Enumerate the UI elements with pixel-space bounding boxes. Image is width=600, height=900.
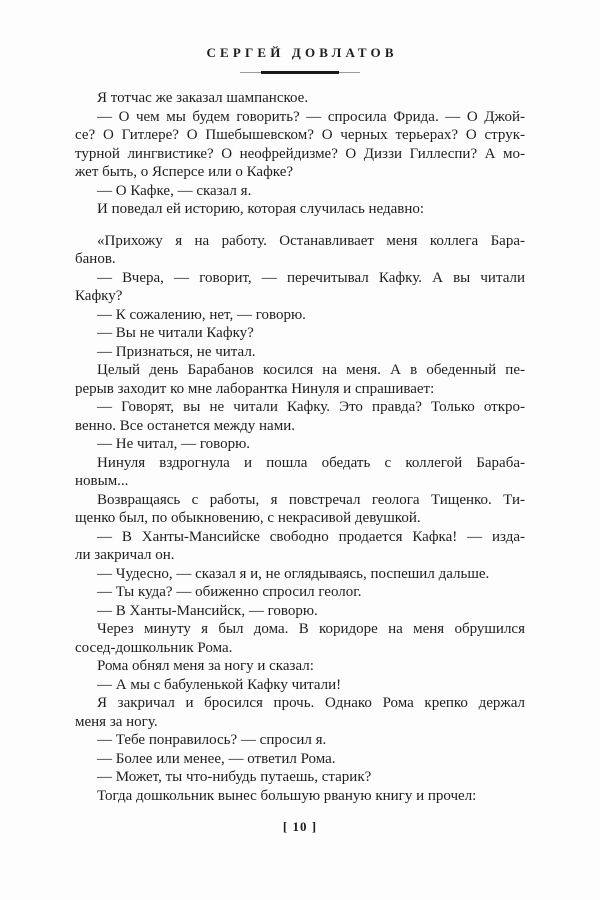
paragraph [75,324,525,343]
text-line: — Ты куда? — обиженно спросил геолог. [97,584,362,600]
text-line: — В Ханты-Мансийске свободно продается Кафка! — изда- [97,528,525,545]
text-line: «Прихожу я на работу. Останавливает меня коллега Бара- [97,232,525,249]
paragraph [75,269,525,306]
text-line: И поведал ей историю, которая случилась недавно: [97,201,425,217]
paragraph [75,787,525,806]
paragraph [75,528,525,565]
text-line: — Вы не читали Кафку? [97,325,254,341]
paragraph [75,694,525,731]
text-line: Я закричал и бросился прочь. Однако Рома крепко держал [97,695,525,711]
divider-thick-line [261,71,339,74]
text-line: Возвращаясь с работы, я повстречал геолога Тищенко. Ти- [97,491,525,508]
paragraph [75,435,525,454]
text-line: се? О Гитлере? О Пшебышевском? О черных терьерах? О струк- [75,127,525,143]
paragraph [75,182,525,201]
text-line: Нинуля вздрогнула и пошла обедать с коллегой Бараба- [97,454,525,471]
paragraph [75,565,525,584]
text-line: Я тотчас же заказал шампанское. [97,90,309,106]
paragraph [75,361,525,398]
text-line: — Признаться, не читал. [97,343,256,360]
paragraph [75,108,525,182]
text-line: ли закричал он. [75,547,175,563]
text-line: Рома обнял меня за ногу и сказал: [97,658,314,674]
text-line: — О Кафке, — сказал я. [97,182,252,199]
text-line: Через минуту я был дома. В коридоре на меня обрушился [97,621,525,637]
text-block [75,89,525,805]
paragraph [75,454,525,491]
paragraph [75,232,525,269]
paragraph [75,731,525,750]
paragraph [75,620,525,657]
text-line: — Тебе понравилось? — спросил я. [97,732,327,748]
paragraph [75,343,525,362]
text-line: — Говорят, вы не читали Кафку. Это правда? Только откро- [97,399,525,415]
paragraph [75,200,525,219]
paragraph [75,398,525,435]
text-line: Тогда дошкольник вынес большую рваную книгу и прочел: [97,787,477,804]
paragraph [75,89,525,108]
text-line: Целый день Барабанов косился на меня. А в обеденный пе- [97,362,525,378]
text-line: — Более или менее, — ответил Рома. [97,750,336,767]
text-line: Кафку? [75,288,123,304]
paragraph [75,657,525,676]
text-line: — Может, ты что-нибудь путаешь, старик? [97,769,372,785]
paragraph [75,306,525,325]
paragraph [75,676,525,695]
text-line: — О чем мы будем говорить? — спросила Фрида. — О Джой- [97,108,525,125]
text-line: банов. [75,251,116,267]
text-line: венно. Все останется между нами. [75,417,295,434]
text-line: — А мы с бабуленькой Кафку читали! [97,676,342,693]
paragraph [75,602,525,621]
paragraph [75,750,525,769]
text-line: рерыв заходит ко мне лаборантка Нинуля и спрашивает: [75,380,435,397]
header-divider-rule [240,71,360,74]
paragraph [75,583,525,602]
text-line: — Не читал, — говорю. [97,436,251,452]
text-line: щенко был, по обыкновению, с некрасивой девушкой. [75,510,421,526]
text-line: — В Ханты-Мансийск, — говорю. [97,602,318,619]
text-line: новым... [75,473,129,489]
page-number: [ 10 ] [282,819,318,834]
text-line: — Чудесно, — сказал я и, не оглядываясь, поспешил дальше. [97,565,490,582]
text-line: меня за ногу. [75,713,158,730]
text-line: турной лингвистике? О неофрейдизме? О Диззи Гиллеспи? А мо- [75,145,525,162]
text-line: — К сожалению, нет, — говорю. [97,306,306,323]
text-line: сосед-дошкольник Рома. [75,639,233,656]
running-head-author: СЕРГЕЙ ДОВЛАТОВ [206,45,398,60]
paragraph [75,768,525,787]
paragraph [75,491,525,528]
text-line: жет быть, о Ясперсе или о Кафке? [75,164,294,180]
text-line: — Вчера, — говорит, — перечитывал Кафку. А вы читали [97,269,525,286]
